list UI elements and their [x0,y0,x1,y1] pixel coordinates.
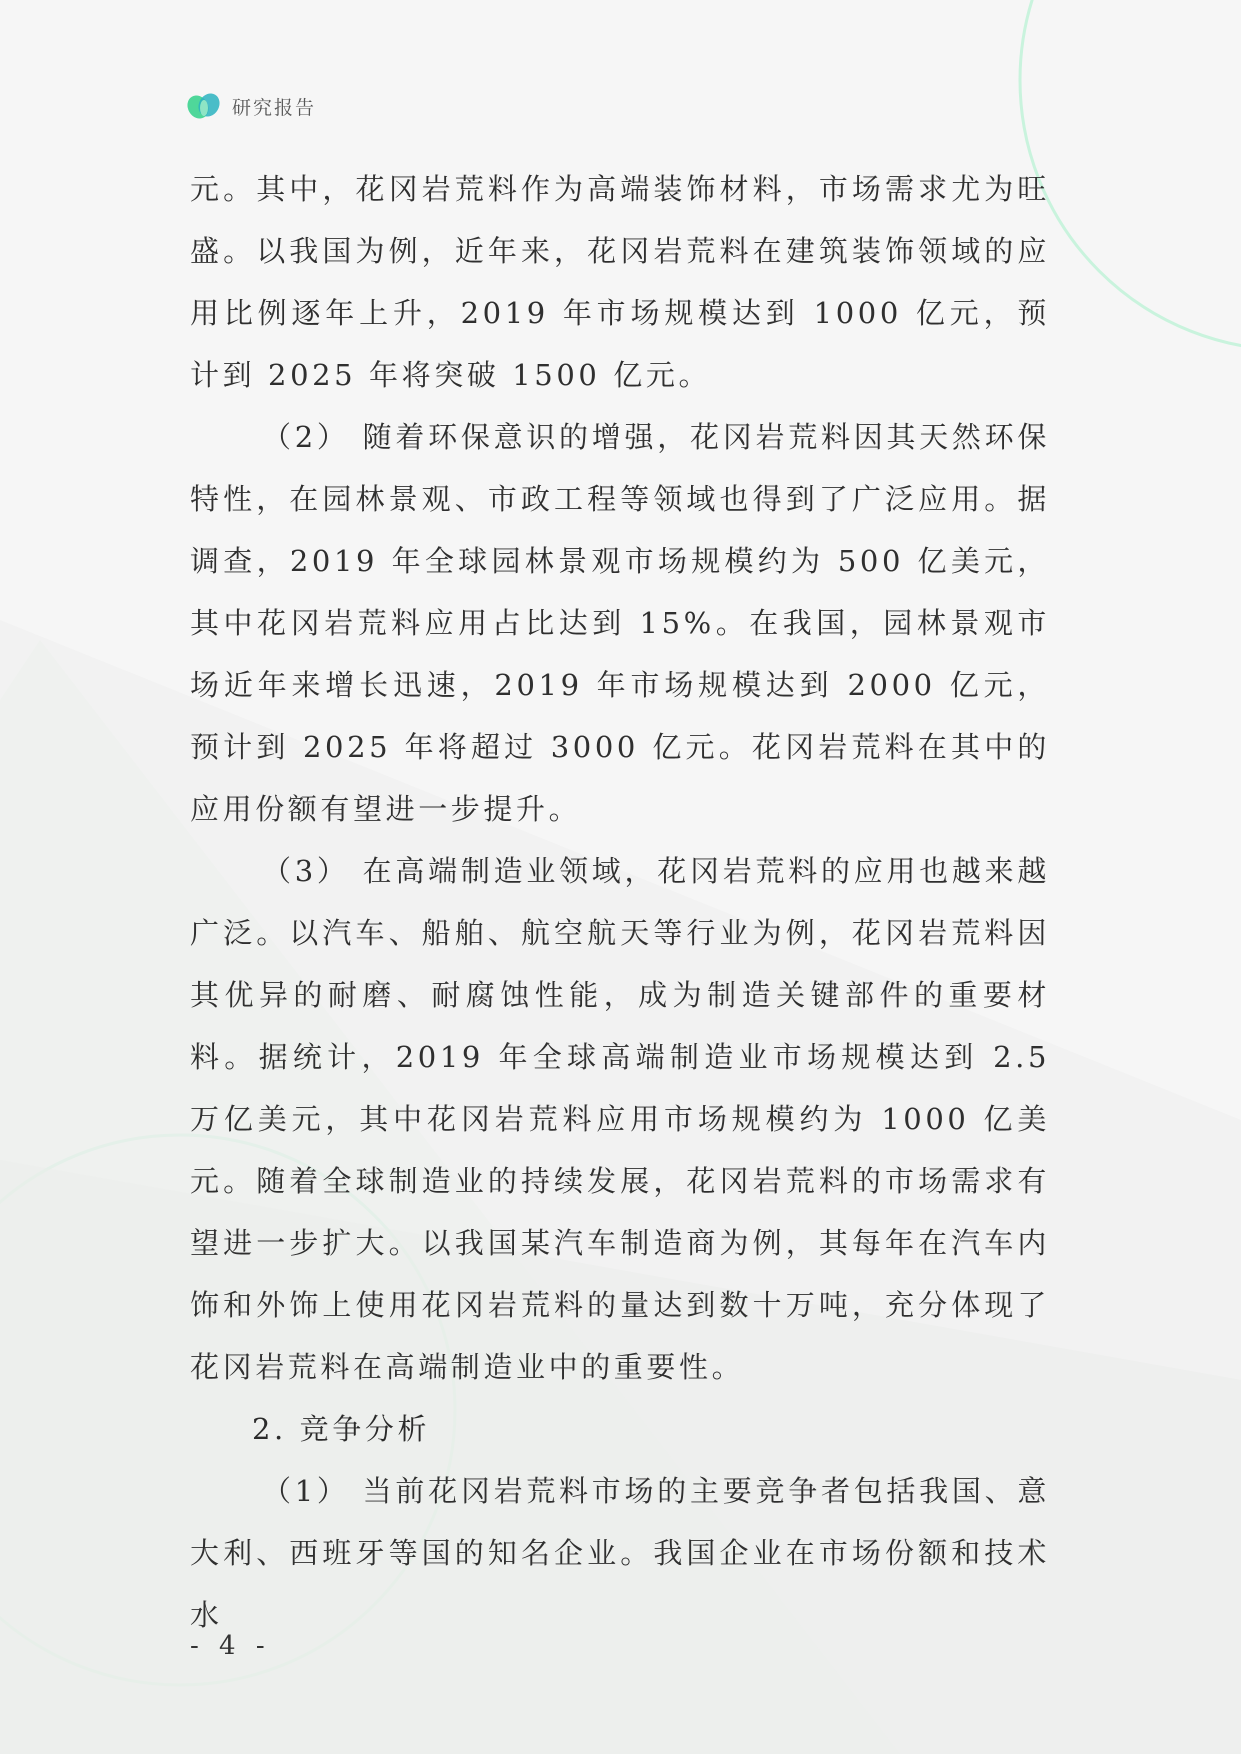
paragraph: （1） 当前花冈岩荒料市场的主要竞争者包括我国、意大利、西班牙等国的知名企业。我国企业在市场份额和技术水 [190,1474,1050,1632]
paragraph: 元。其中，花冈岩荒料作为高端装饰材料，市场需求尤为旺盛。以我国为例，近年来，花冈岩荒料在建筑装饰领域的应用比例逐年上升，2019 年市场规模达到 1000 亿元，预计到 2025 年将突破 1500 亿元。 [190,172,1050,392]
header-title: 研究报告 [232,96,317,119]
page-number: - 4 - [190,1631,271,1661]
paragraph: （3） 在高端制造业领域，花冈岩荒料的应用也越来越广泛。以汽车、船舶、航空航天等行业为例，花冈岩荒料因其优异的耐磨、耐腐蚀性能，成为制造关键部件的重要材料。据统计，2019 年全球高端制造业市场规模达到 2.5 万亿美元，其中花冈岩荒料应用市场规模约为 1000 亿美元。随着全球制造业的持续发展，花冈岩荒料的市场需求有望进一步扩大。以我国某汽车制造商为例，其每年在汽车内饰和外饰上使用花冈岩荒料的量达到数十万吨，充分体现了花冈岩荒料在高端制造业中的重要性。 [190,854,1050,1384]
section-heading: 2. 竞争分析 [252,1412,431,1446]
document-body [190,158,1050,1646]
paragraph: （2） 随着环保意识的增强，花冈岩荒料因其天然环保特性，在园林景观、市政工程等领域也得到了广泛应用。据调查，2019 年全球园林景观市场规模约为 500 亿美元，其中花冈岩荒料应用占比达到 15%。在我国，园林景观市场近年来增长迅速，2019 年市场规模达到 2000 亿元，预计到 2025 年将超过 3000 亿元。花冈岩荒料在其中的应用份额有望进一步提升。 [190,420,1050,826]
green-leaf-logo-icon [186,91,222,121]
report-header [186,88,316,124]
